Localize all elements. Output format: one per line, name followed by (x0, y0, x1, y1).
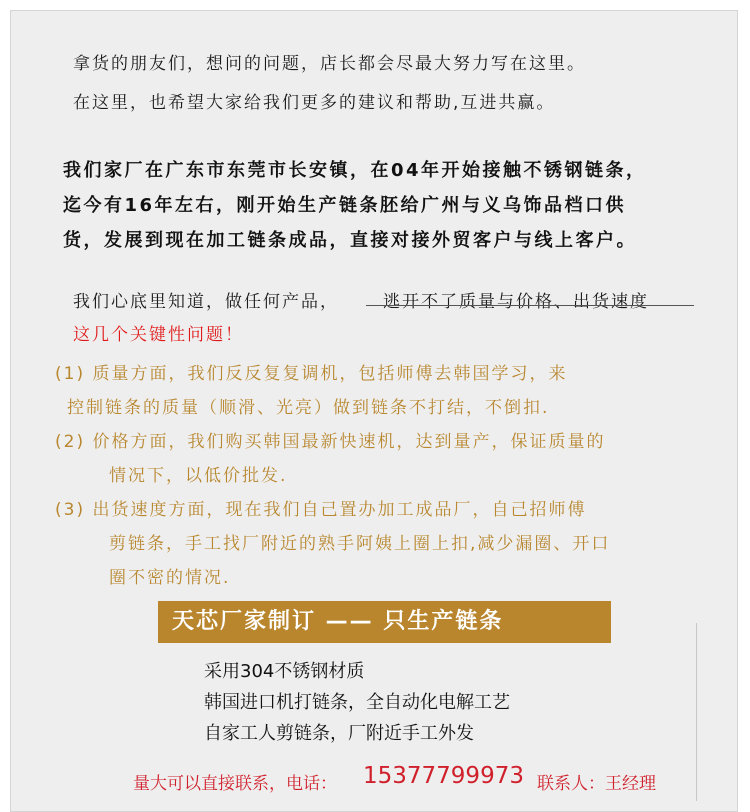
highlight-underline (366, 305, 694, 306)
point-3-line-3: 圈不密的情况. (109, 568, 231, 588)
point-2-line-1: (2) 价格方面，我们购买韩国最新快速机，达到量产，保证质量的 (55, 432, 606, 452)
slogan-banner: 天芯厂家制订 —— 只生产链条 (158, 601, 611, 643)
point-1-line-2: 控制链条的质量（顺滑、光亮）做到链条不打结，不倒扣. (67, 398, 550, 418)
about-line-2: 迄今有16年左右，刚开始生产链条胚给广州与义乌饰品档口供 (63, 195, 627, 216)
belief-line-1b: 逃开不了质量与价格、出货速度 (383, 292, 649, 312)
about-line-3: 货，发展到现在加工链条成品，直接对接外贸客户与线上客户。 (63, 230, 637, 251)
intro-line-1: 拿货的朋友们，想问的问题，店长都会尽最大努力写在这里。 (73, 54, 586, 74)
feature-item-3: 自家工人剪链条，厂附近手工外发 (204, 723, 474, 744)
point-1-line-1: (1) 质量方面，我们反反复复调机，包括师傅去韩国学习，来 (55, 364, 568, 384)
point-3-line-1: (3) 出货速度方面，现在我们自己置办加工成品厂，自己招师傅 (55, 500, 587, 520)
feature-item-2: 韩国进口机打链条，全自动化电解工艺 (204, 692, 510, 713)
about-line-1: 我们家厂在广东市东莞市长安镇，在04年开始接触不锈钢链条， (63, 160, 647, 181)
intro-line-2: 在这里，也希望大家给我们更多的建议和帮助,互进共赢。 (73, 93, 556, 113)
content-panel (10, 10, 738, 812)
divider-line (696, 623, 697, 801)
contact-person: 联系人：王经理 (537, 774, 656, 794)
feature-item-1: 采用304不锈钢材质 (204, 661, 365, 682)
belief-line-1a: 我们心底里知道，做任何产品， (73, 292, 339, 312)
contact-prefix: 量大可以直接联系，电话： (133, 774, 337, 794)
contact-phone[interactable]: 15377799973 (363, 763, 524, 789)
point-3-line-2: 剪链条，手工找厂附近的熟手阿姨上圈上扣,减少漏圈、开口 (109, 534, 611, 554)
point-2-line-2: 情况下，以低价批发. (109, 466, 288, 486)
belief-line-2: 这几个关键性问题！ (73, 325, 244, 345)
